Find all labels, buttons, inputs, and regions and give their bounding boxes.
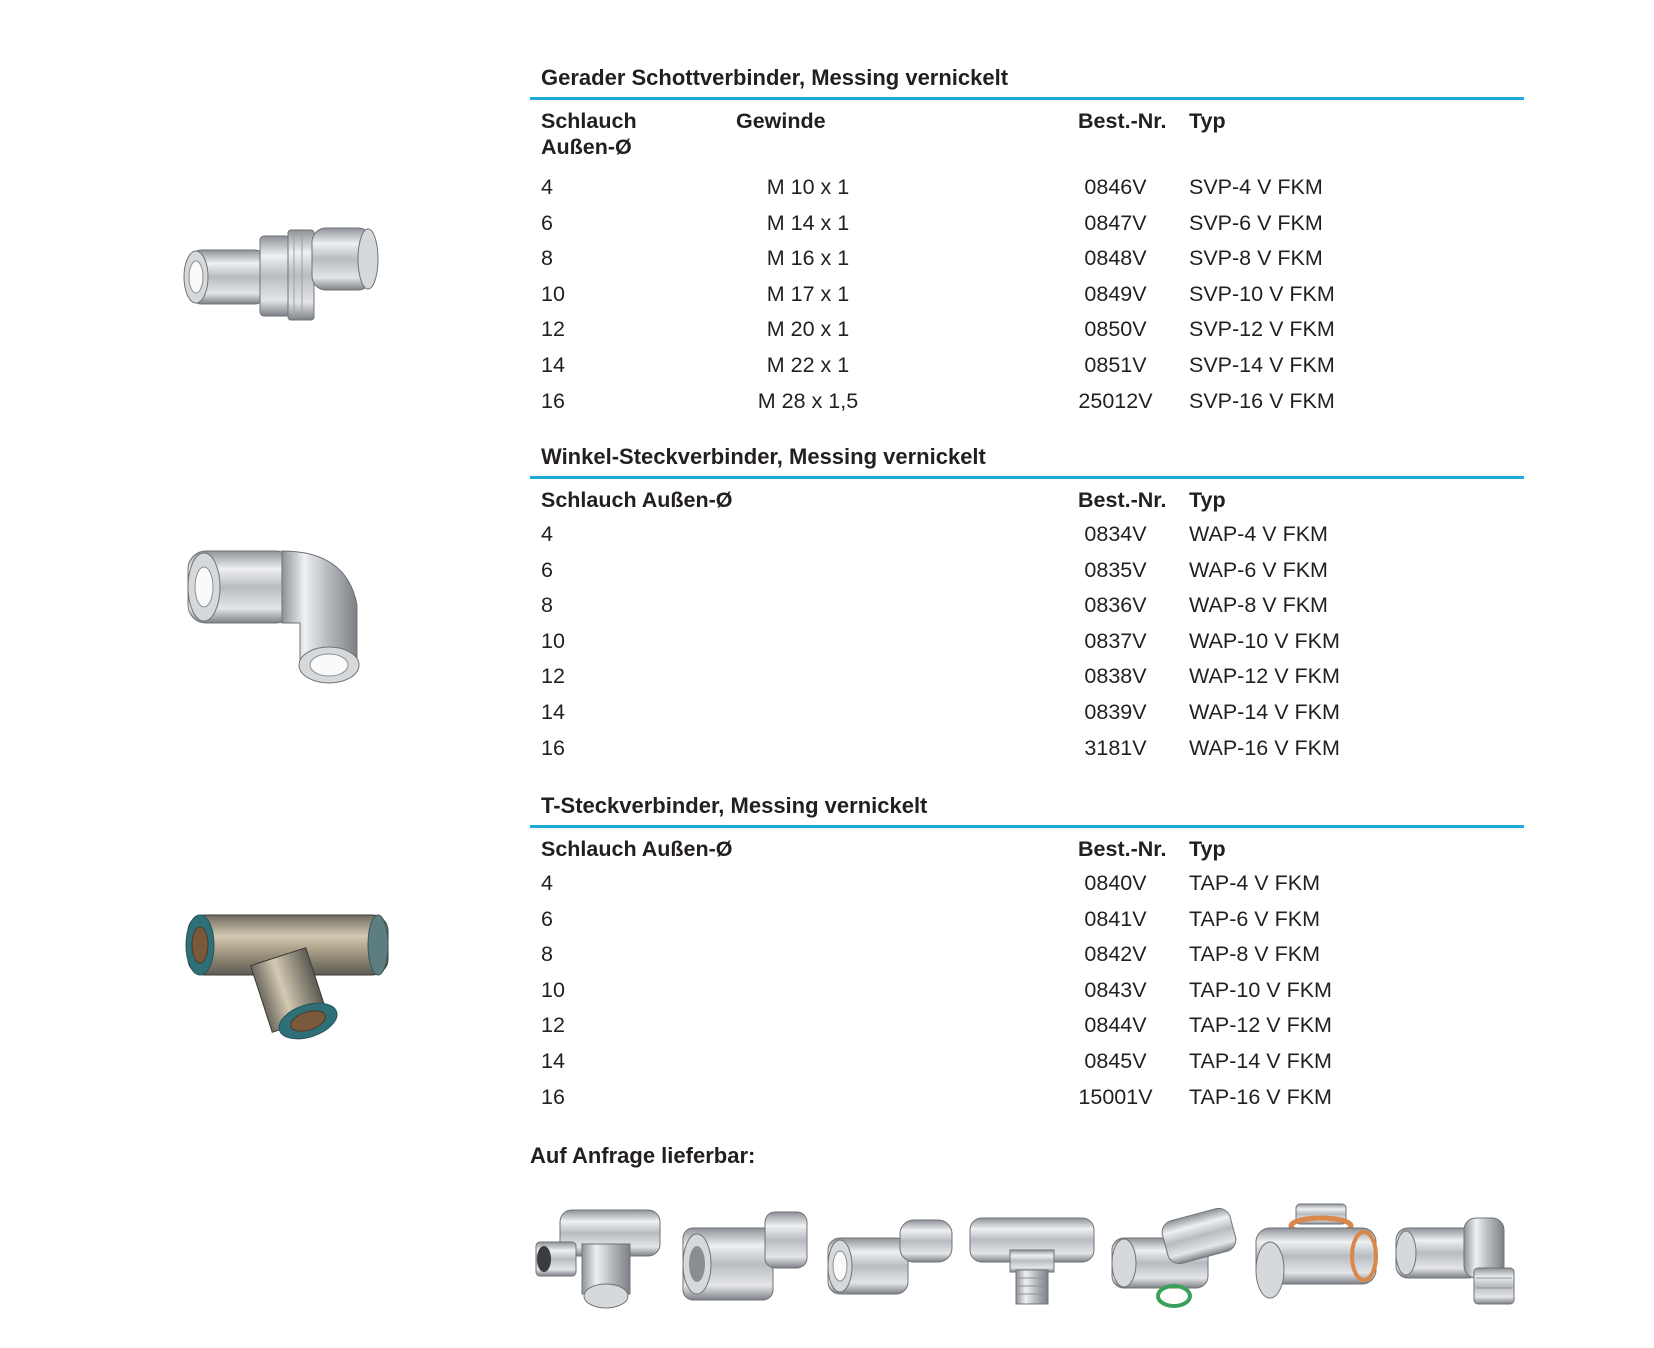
section-title: T-Steckverbinder, Messing vernickelt: [541, 793, 928, 818]
cell-type: TAP-12 V FKM: [1189, 1013, 1332, 1038]
cell-type: TAP-6 V FKM: [1189, 906, 1321, 931]
cell-hose: 6: [541, 557, 553, 582]
fitting-thumbnail-icon: [530, 1198, 670, 1316]
cell-order-no: 0851V: [1084, 352, 1147, 377]
cell-type: WAP-14 V FKM: [1189, 699, 1340, 724]
header-hose-line2: Außen-Ø: [541, 135, 632, 159]
cell-order-no: 0849V: [1084, 281, 1147, 306]
cell-hose: 14: [541, 352, 565, 377]
section-tee-connector: [530, 792, 1524, 1111]
cell-hose: 10: [541, 281, 565, 306]
table-row: [530, 549, 1524, 585]
section-bulkhead-connector: [530, 64, 1524, 415]
cell-order-no: 25012V: [1078, 388, 1153, 413]
available-on-request-title: Auf Anfrage lieferbar:: [530, 1143, 756, 1168]
cell-hose: 4: [541, 175, 553, 199]
cell-hose: 8: [541, 246, 553, 271]
cell-order-no: 0837V: [1084, 628, 1147, 653]
table-row: [530, 933, 1524, 969]
cell-thread: M 20 x 1: [766, 317, 850, 342]
elbow-connector-icon: [182, 545, 382, 690]
cell-type: WAP-8 V FKM: [1189, 593, 1328, 618]
cell-type: WAP-10 V FKM: [1189, 628, 1340, 653]
header-hose-line1: Schlauch: [541, 109, 637, 133]
cell-hose: 6: [541, 210, 553, 235]
cell-type: TAP-4 V FKM: [1189, 871, 1321, 895]
cell-type: TAP-8 V FKM: [1189, 942, 1321, 967]
cell-type: WAP-12 V FKM: [1189, 664, 1340, 689]
table-row: [530, 1076, 1524, 1112]
cell-type: SVP-10 V FKM: [1189, 281, 1335, 306]
table-row: [530, 273, 1524, 309]
header-hose: Schlauch Außen-Ø: [541, 837, 733, 861]
cell-hose: 10: [541, 977, 565, 1002]
cell-type: WAP-4 V FKM: [1189, 522, 1328, 546]
table-row: [530, 1004, 1524, 1040]
cell-hose: 4: [541, 871, 553, 895]
header-thread: Gewinde: [736, 109, 826, 133]
cell-type: SVP-4 V FKM: [1189, 175, 1323, 199]
cell-hose: 12: [541, 1013, 565, 1038]
header-type: Typ: [1189, 109, 1226, 133]
header-hose: Schlauch Außen-Ø: [541, 488, 733, 512]
cell-hose: 4: [541, 522, 553, 546]
cell-type: SVP-14 V FKM: [1189, 352, 1335, 377]
section-elbow-connector: [530, 443, 1524, 762]
cell-thread: M 14 x 1: [766, 210, 850, 235]
cell-order-no: 15001V: [1078, 1084, 1153, 1109]
header-type: Typ: [1189, 488, 1226, 512]
cell-type: SVP-8 V FKM: [1189, 246, 1323, 271]
cell-type: SVP-12 V FKM: [1189, 317, 1335, 342]
cell-hose: 8: [541, 593, 553, 618]
header-type: Typ: [1189, 837, 1226, 861]
table-row: [530, 202, 1524, 238]
header-order-no: Best.-Nr.: [1078, 837, 1167, 861]
cell-hose: 16: [541, 735, 565, 760]
cell-order-no: 0835V: [1084, 557, 1147, 582]
bulkhead-connector-icon: [180, 210, 390, 330]
cell-order-no: 3181V: [1084, 735, 1147, 760]
cell-order-no: 0840V: [1084, 871, 1147, 895]
table-row: [530, 691, 1524, 727]
cell-order-no: 0836V: [1084, 593, 1147, 618]
table-header: [530, 100, 1524, 166]
cell-type: TAP-14 V FKM: [1189, 1048, 1332, 1073]
cell-order-no: 0839V: [1084, 699, 1147, 724]
table-header: [530, 828, 1524, 862]
table-row: [530, 344, 1524, 380]
cell-order-no: 0841V: [1084, 906, 1147, 931]
cell-hose: 16: [541, 1084, 565, 1109]
cell-thread: M 28 x 1,5: [757, 388, 859, 413]
cell-type: TAP-10 V FKM: [1189, 977, 1332, 1002]
fitting-thumbnails: [530, 1198, 1524, 1318]
cell-type: WAP-16 V FKM: [1189, 735, 1340, 760]
cell-hose: 14: [541, 699, 565, 724]
table-row: [530, 969, 1524, 1005]
table-row: [530, 620, 1524, 656]
table-row: [530, 380, 1524, 416]
table-row: [530, 513, 1524, 549]
table-row: [530, 862, 1524, 898]
table-row: [530, 308, 1524, 344]
cell-type: TAP-16 V FKM: [1189, 1084, 1332, 1109]
cell-hose: 12: [541, 664, 565, 689]
cell-hose: 12: [541, 317, 565, 342]
table-row: [530, 237, 1524, 273]
fitting-thumbnail-icon: [1104, 1198, 1244, 1316]
cell-order-no: 0850V: [1084, 317, 1147, 342]
table-row: [530, 166, 1524, 202]
fitting-thumbnail-icon: [962, 1198, 1102, 1316]
fitting-thumbnail-icon: [1388, 1198, 1524, 1316]
cell-hose: 10: [541, 628, 565, 653]
cell-hose: 8: [541, 942, 553, 967]
cell-thread: M 17 x 1: [766, 281, 850, 306]
cell-type: SVP-6 V FKM: [1189, 210, 1323, 235]
cell-hose: 16: [541, 388, 565, 413]
cell-type: WAP-6 V FKM: [1189, 557, 1328, 582]
cell-hose: 14: [541, 1048, 565, 1073]
cell-type: SVP-16 V FKM: [1189, 388, 1335, 413]
section-title: Winkel-Steckverbinder, Messing vernickelt: [541, 444, 986, 469]
cell-order-no: 0847V: [1084, 210, 1147, 235]
header-order-no: Best.-Nr.: [1078, 488, 1167, 512]
fitting-thumbnail-icon: [820, 1198, 960, 1316]
cell-thread: M 22 x 1: [766, 352, 850, 377]
cell-hose: 6: [541, 906, 553, 931]
tee-connector-icon: [180, 895, 395, 1040]
cell-thread: M 16 x 1: [766, 246, 850, 271]
section-title: Gerader Schottverbinder, Messing vernickelt: [541, 65, 1009, 90]
fitting-thumbnail-icon: [675, 1198, 815, 1316]
fitting-thumbnail-icon: [1246, 1198, 1386, 1316]
table-row: [530, 655, 1524, 691]
cell-order-no: 0842V: [1084, 942, 1147, 967]
table-row: [530, 1040, 1524, 1076]
cell-order-no: 0834V: [1084, 522, 1147, 546]
cell-order-no: 0844V: [1084, 1013, 1147, 1038]
table-row: [530, 898, 1524, 934]
table-header: [530, 479, 1524, 513]
cell-order-no: 0846V: [1084, 175, 1147, 199]
table-row: [530, 584, 1524, 620]
cell-order-no: 0845V: [1084, 1048, 1147, 1073]
cell-order-no: 0838V: [1084, 664, 1147, 689]
cell-order-no: 0843V: [1084, 977, 1147, 1002]
cell-order-no: 0848V: [1084, 246, 1147, 271]
cell-thread: M 10 x 1: [766, 175, 850, 199]
header-order-no: Best.-Nr.: [1078, 109, 1167, 133]
header-hose: [541, 108, 637, 160]
table-row: [530, 727, 1524, 763]
